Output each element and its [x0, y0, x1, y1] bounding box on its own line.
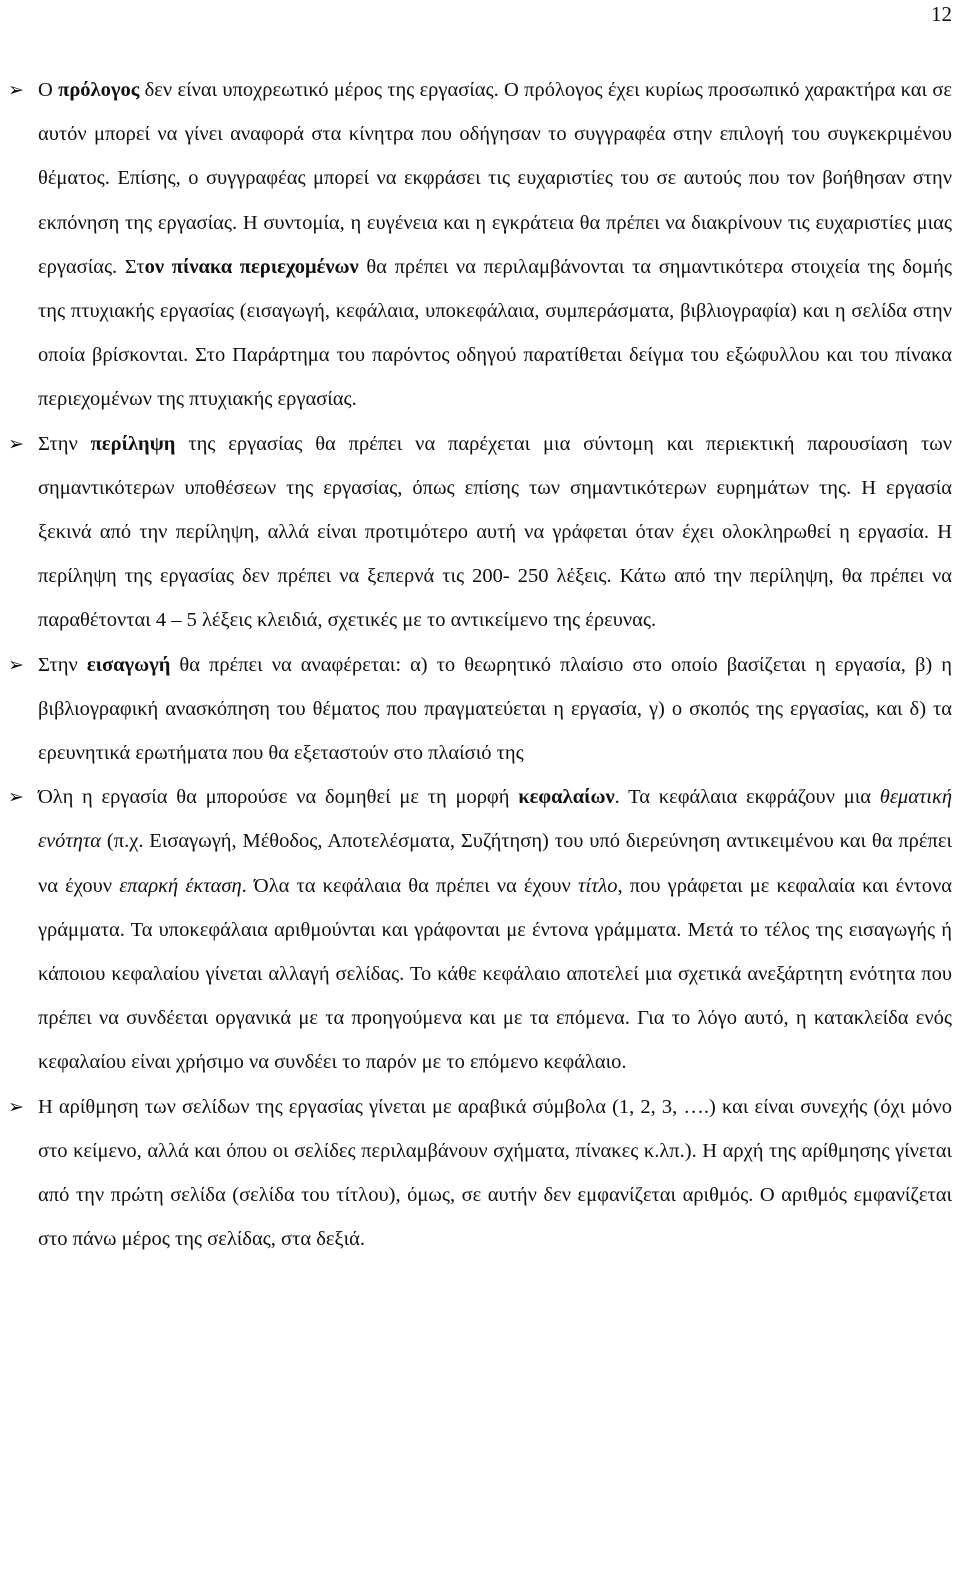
- arrow-bullet-icon: ➢: [8, 79, 24, 101]
- paragraph-prologue: [38, 68, 952, 422]
- italic-term: τίτλο: [577, 874, 618, 897]
- italic-term: επαρκή έκταση: [119, 874, 242, 897]
- arrow-bullet-icon: ➢: [8, 1095, 24, 1118]
- paragraph-introduction: [38, 643, 952, 776]
- bullet-item-page-numbering: [8, 1085, 952, 1262]
- bold-term: ον πίνακα περιεχομένων: [144, 255, 359, 278]
- text-run: . Όλα τα κεφάλαια θα πρέπει να έχουν: [241, 874, 578, 897]
- arrow-bullet-icon: ➢: [8, 786, 24, 809]
- text-run: Όλη η εργασία θα μπορούσε να δομηθεί με τη μορφή: [38, 786, 519, 809]
- text-run: Στην: [38, 432, 91, 455]
- arrow-bullet-icon: ➢: [8, 653, 24, 676]
- text-run: δεν είναι υποχρεωτικό μέρος της εργασίας. Ο πρόλογος έχει κυρίως προσωπικό χαρακτήρα και σε αυτόν μπορεί να γίνει αναφορά στα κίνητρα που οδήγησαν το συγγραφέα στην επιλογή του συγκεκριμένου θέματος. Επίσης, ο συγγραφέας μπορεί να εκφράσει τις ευχαριστίες του σε αυτούς που τον βοήθησαν στην εκπόνηση της εργασίας. Η συντομία, η ευγένεια και η εγκράτεια θα πρέπει να διακρίνουν τις ευχαριστίες μιας εργασίας. Στ: [38, 79, 952, 278]
- text-run: . Τα κεφάλαια εκφράζουν μια: [614, 786, 880, 809]
- bold-term: περίληψη: [90, 432, 176, 455]
- text-run: Ο: [38, 79, 59, 101]
- bold-term: κεφαλαίων: [518, 786, 615, 809]
- bullet-item-prologue: [8, 68, 952, 422]
- text-run: της εργασίας θα πρέπει να παρέχεται μια σύντομη και περιεκτική παρουσίαση των σημαντικότερων υποθέσεων της εργασίας, όπως επίσης των σημαντικότερων ευρημάτων της. Η εργασία ξεκινά από την περίληψη, αλλά είναι προτιμότερο αυτή να γράφεται όταν έχει ολοκληρωθεί η εργασία. Η περίληψη της εργασίας δεν πρέπει να ξεπερνά τις 200- 250 λέξεις. Κάτω από την περίληψη, θα πρέπει να παραθέτονται 4 – 5 λέξεις κλειδιά, σχετικές με το αντικείμενο της έρευνας.: [38, 432, 952, 632]
- text-run: (π.χ. Εισαγωγή, Μέθοδος, Αποτελέσματα, Συζήτηση) του υπό διερεύνηση αντικειμένου και θα πρέπει να έχουν: [38, 830, 952, 897]
- paragraph-page-numbering: [38, 1085, 952, 1262]
- bold-term: πρόλογος: [58, 79, 140, 101]
- text-run: Στην: [38, 653, 87, 676]
- paragraph-chapters: [38, 775, 952, 1084]
- bullet-item-abstract: [8, 422, 952, 643]
- text-run: , που γράφεται με κεφαλαία και έντονα γράμματα. Τα υποκεφάλαια αριθμούνται και γράφονται με έντονα γράμματα. Μετά το τέλος της εισαγωγής ή κάποιου κεφαλαίου γίνεται αλλαγή σελίδας. Το κάθε κεφάλαιο αποτελεί μια σχετικά ανεξάρτητη ενότητα που πρέπει να συνδέεται οργανικά με τα προηγούμενα και με τα επόμενα. Για το λόγο αυτό, η κατακλείδα ενός κεφαλαίου είναι χρήσιμο να συνδέει το παρόν με το επόμενο κεφάλαιο.: [38, 874, 953, 1074]
- text-run: θα πρέπει να περιλαμβάνονται τα σημαντικότερα στοιχεία της δομής της πτυχιακής εργασίας (εισαγωγή, κεφάλαια, υποκεφάλαια, συμπεράσματα, βιβλιογραφία) και η σελίδα στην οποία βρίσκονται. Στο Παράρτημα του παρόντος οδηγού παρατίθεται δείγμα του εξώφυλλου και του πίνακα περιεχομένων της πτυχιακής εργασίας.: [38, 255, 952, 411]
- italic-term: θεματική ενότητα: [38, 786, 952, 853]
- text-run: θα πρέπει να αναφέρεται: α) το θεωρητικό πλαίσιο στο οποίο βασίζεται η εργασία, β) η βιβλιογραφική ανασκόπηση του θέματος που πραγματεύεται η εργασία, γ) ο σκοπός της εργασίας, και δ) τα ερευνητικά ερωτήματα που θα εξεταστούν στο πλαίσιό της: [38, 653, 952, 765]
- text-run: Η αρίθμηση των σελίδων της εργασίας γίνεται με αραβικά σύμβολα (1, 2, 3, ….) και είναι συνεχής (όχι μόνο στο κείμενο, αλλά και όπου οι σελίδες περιλαμβάνουν σχήματα, πίνακες κ.λπ.). Η αρχή της αρίθμησης γίνεται από την πρώτη σελίδα (σελίδα του τίτλου), όμως, σε αυτήν δεν εμφανίζεται αριθμός. Ο αριθμός εμφανίζεται στο πάνω μέρος της σελίδας, στα δεξιά.: [38, 1095, 952, 1251]
- bold-term: εισαγωγή: [86, 653, 171, 676]
- bullet-item-chapters: [8, 775, 952, 1084]
- arrow-bullet-icon: ➢: [8, 432, 24, 455]
- bullet-item-introduction: [8, 643, 952, 776]
- document-body: [8, 68, 952, 1261]
- paragraph-abstract: [38, 422, 952, 643]
- page-number: 12: [931, 2, 952, 26]
